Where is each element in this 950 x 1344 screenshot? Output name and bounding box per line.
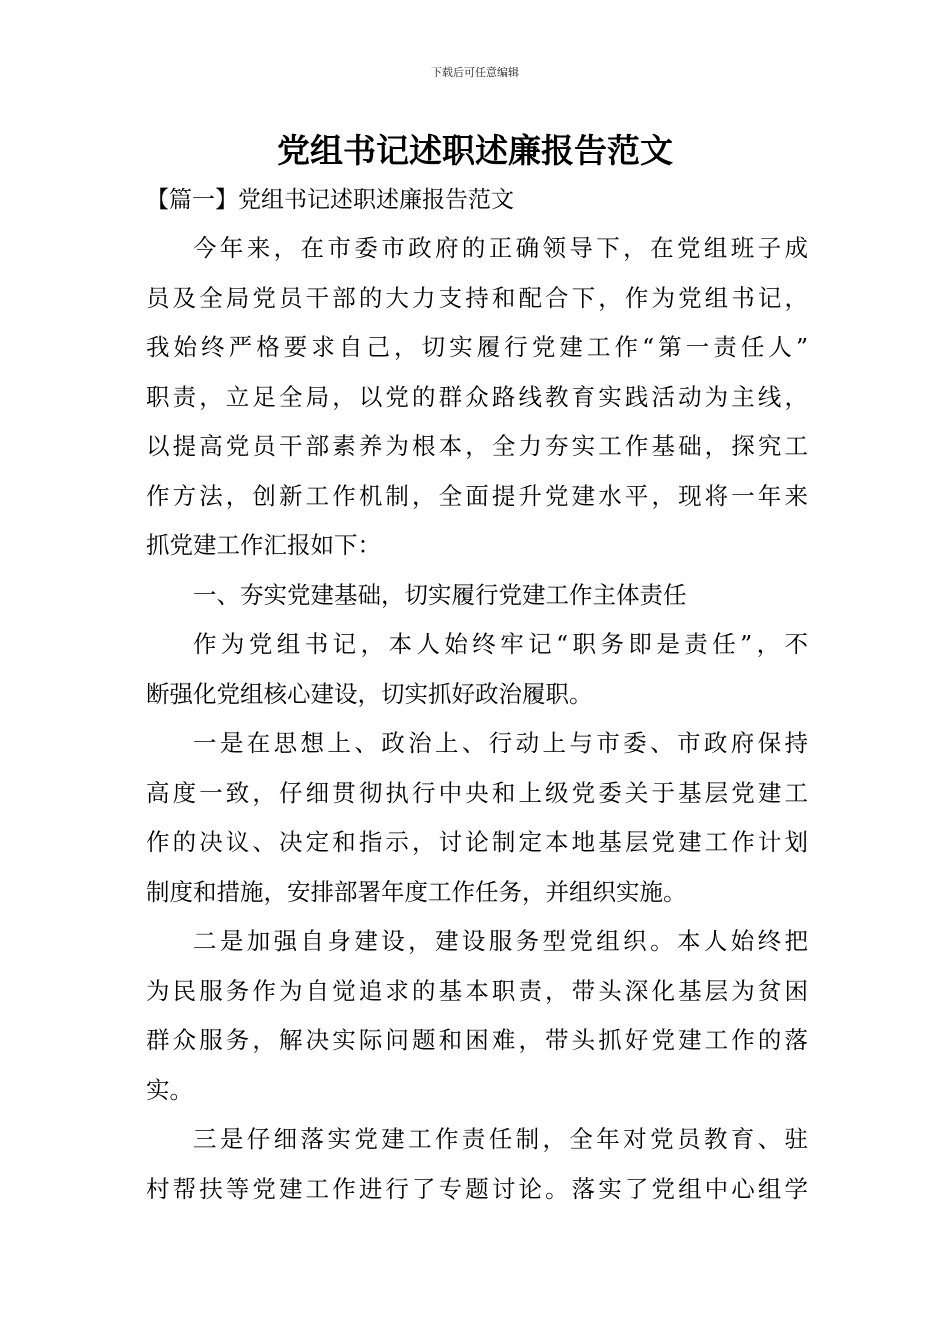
- text-line: 以提高党员干部素养为根本，全力夯实工作基础，探究工: [146, 432, 808, 460]
- text-line: 断强化党组核心建设，切实抓好政治履职。: [146, 679, 593, 708]
- subheading-line: 一、夯实党建基础，切实履行党建工作主体责任: [193, 580, 687, 609]
- text-line: 高度一致，仔细贯彻执行中央和上级党委关于基层党建工: [146, 778, 808, 807]
- paragraph-intro: [146, 224, 808, 571]
- text-line: 为民服务作为自觉追求的基本职责，带头深化基层为贫困: [146, 976, 808, 1005]
- text-line: 职责，立足全局，以党的群众路线教育实践活动为主线，: [146, 382, 808, 411]
- text-line: 作方法，创新工作机制，全面提升党建水平，现将一年来: [146, 481, 808, 510]
- text-line: 村帮扶等党建工作进行了专题讨论。落实了党组中心组学: [146, 1174, 808, 1203]
- text-line: 三是仔细落实党建工作责任制，全年对党员教育、驻: [193, 1125, 808, 1153]
- text-line: 抓党建工作汇报如下：: [146, 531, 381, 559]
- document-title: 党组书记述职述廉报告范文: [277, 131, 673, 170]
- text-line: 一是在思想上、政治上、行动上与市委、市政府保持: [193, 729, 808, 757]
- text-line: 群众服务，解决实际问题和困难，带头抓好党建工作的落: [146, 1026, 808, 1054]
- document-body: [146, 224, 808, 1214]
- text-line: 实。: [146, 1075, 193, 1104]
- text-line: 我始终严格要求自己，切实履行党建工作“第一责任人”: [146, 333, 808, 361]
- page-header-note: 下载后可任意编辑: [431, 66, 519, 79]
- paragraph-point-3: [146, 1115, 808, 1214]
- text-line: 今年来，在市委市政府的正确领导下，在党组班子成: [193, 234, 808, 262]
- text-line: 二是加强自身建设，建设服务型党组织。本人始终把: [193, 927, 808, 955]
- paragraph-subheading-1: [146, 571, 808, 621]
- text-line: 作的决议、决定和指示，讨论制定本地基层党建工作计划: [146, 828, 808, 856]
- section-heading: 【篇一】党组书记述职述廉报告范文: [146, 187, 514, 213]
- paragraph-point-1: [146, 719, 808, 917]
- text-line: 员及全局党员干部的大力支持和配合下，作为党组书记，: [146, 283, 808, 312]
- text-line: 制度和措施，安排部署年度工作任务，并组织实施。: [146, 877, 687, 906]
- text-line: 作为党组书记，本人始终牢记“职务即是责任”，不: [193, 630, 808, 658]
- paragraph-point-2: [146, 917, 808, 1115]
- paragraph-responsibility: [146, 620, 808, 719]
